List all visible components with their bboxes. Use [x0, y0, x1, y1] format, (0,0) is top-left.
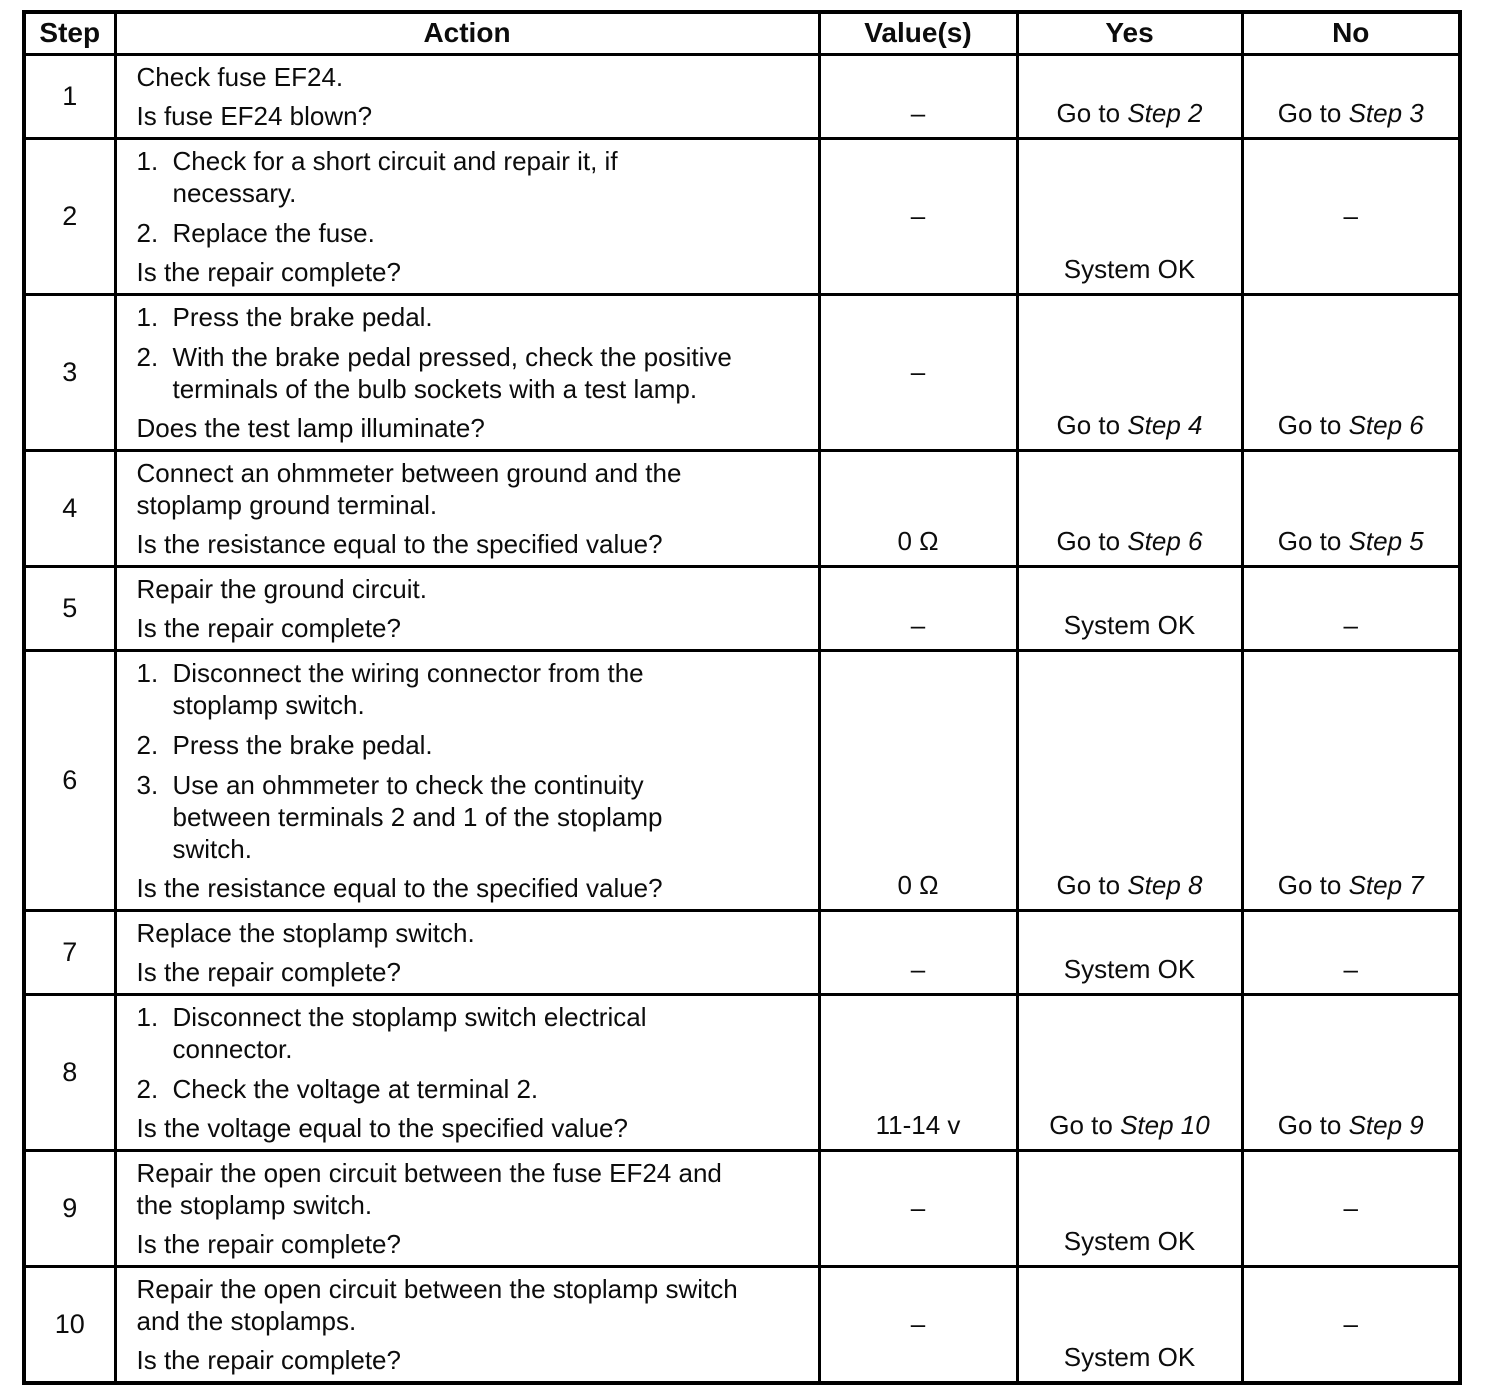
- value-cell: [819, 294, 1017, 450]
- value-cell: [819, 54, 1017, 138]
- item-text: [137, 61, 806, 93]
- item-line: stoplamp ground terminal.: [136, 489, 438, 520]
- action-cell: [115, 294, 819, 450]
- step-cell: [24, 994, 115, 1150]
- item-line: Press the brake pedal.: [172, 729, 433, 760]
- action-item: [137, 301, 806, 333]
- table-header-row: [24, 12, 1460, 54]
- action-cell: [115, 1150, 819, 1266]
- yes-text: Go to Step 8: [1056, 869, 1203, 900]
- action-item: [137, 1073, 806, 1105]
- item-line: Repair the open circuit between the stoplamp switch: [136, 1273, 738, 1304]
- action-cell: [115, 566, 819, 650]
- table-row: [24, 1266, 1460, 1383]
- item-number: 2.: [136, 1073, 159, 1104]
- action-item: [137, 1001, 806, 1065]
- value-cell: [819, 994, 1017, 1150]
- header-action: Action: [115, 12, 819, 54]
- no-text: –: [1343, 1192, 1358, 1223]
- item-number: 2.: [136, 217, 159, 248]
- step-reference: Step 3: [1348, 97, 1424, 128]
- no-cell: [1242, 994, 1460, 1150]
- item-text: [173, 301, 806, 333]
- step-number: 10: [54, 1308, 85, 1339]
- yes-cell: [1017, 650, 1242, 910]
- item-text: [173, 217, 806, 249]
- value-text: –: [910, 1308, 926, 1339]
- item-number: 1.: [136, 1001, 159, 1032]
- yes-cell: [1017, 54, 1242, 138]
- step-cell: [24, 1266, 115, 1383]
- step-reference: Step 5: [1348, 525, 1424, 556]
- table-row: [24, 294, 1460, 450]
- step-cell: [24, 650, 115, 910]
- step-number: 4: [62, 492, 78, 523]
- action-item: [137, 1157, 806, 1221]
- action-item: [137, 457, 806, 521]
- action-cell: [115, 450, 819, 566]
- value-text: –: [910, 200, 926, 231]
- item-text: [173, 729, 806, 761]
- step-cell: [24, 54, 115, 138]
- item-line: Check for a short circuit and repair it, if: [172, 145, 618, 176]
- item-line: Use an ohmmeter to check the continuity: [172, 769, 644, 800]
- action-item: [137, 769, 806, 865]
- action-cell: [115, 994, 819, 1150]
- no-text: –: [1343, 609, 1358, 640]
- no-text: Go to Step 7: [1277, 869, 1424, 900]
- item-line: between terminals 2 and 1 of the stoplamp: [172, 801, 663, 832]
- action-cell: [115, 54, 819, 138]
- value-text: –: [910, 609, 926, 640]
- yes-cell: [1017, 1150, 1242, 1266]
- action-item: [137, 657, 806, 721]
- yes-cell: [1017, 994, 1242, 1150]
- step-number: 6: [62, 764, 78, 795]
- action-question: Is the repair complete?: [136, 256, 401, 287]
- action-item: [137, 573, 806, 605]
- value-text: –: [910, 356, 926, 387]
- item-line: Connect an ohmmeter between ground and the: [136, 457, 682, 488]
- no-cell: [1242, 138, 1460, 294]
- action-items: [117, 652, 818, 909]
- value-cell: [819, 138, 1017, 294]
- no-cell: [1242, 1150, 1460, 1266]
- step-number: 7: [62, 936, 78, 967]
- action-question: Is the repair complete?: [136, 1344, 401, 1375]
- no-text: Go to Step 6: [1277, 409, 1424, 440]
- yes-text: Go to Step 2: [1056, 97, 1203, 128]
- item-text: [137, 1273, 806, 1337]
- header-yes: Yes: [1017, 12, 1242, 54]
- value-text: –: [910, 97, 926, 128]
- action-cell: [115, 910, 819, 994]
- item-line: Check the voltage at terminal 2.: [172, 1073, 539, 1104]
- item-line: terminals of the bulb sockets with a test lamp.: [172, 373, 698, 404]
- item-line: switch.: [172, 833, 252, 864]
- action-question: Does the test lamp illuminate?: [136, 412, 485, 443]
- value-text: 0 Ω: [897, 869, 939, 900]
- item-line: Check fuse EF24.: [136, 61, 344, 92]
- action-question: Is the voltage equal to the specified value?: [136, 1112, 628, 1143]
- header-values: Value(s): [819, 12, 1017, 54]
- yes-text: System OK: [1063, 253, 1196, 284]
- action-question: Is fuse EF24 blown?: [136, 100, 373, 131]
- action-question: Is the resistance equal to the specified value?: [136, 528, 663, 559]
- action-cell: [115, 1266, 819, 1383]
- item-text: [173, 1001, 806, 1065]
- action-item: [137, 917, 806, 949]
- item-line: stoplamp switch.: [172, 689, 365, 720]
- action-item: [137, 145, 806, 209]
- no-cell: [1242, 54, 1460, 138]
- yes-text: Go to Step 10: [1049, 1109, 1210, 1140]
- no-cell: [1242, 1266, 1460, 1383]
- no-cell: [1242, 566, 1460, 650]
- item-text: [173, 657, 806, 721]
- table-row: [24, 994, 1460, 1150]
- step-number: 2: [62, 200, 78, 231]
- step-number: 3: [62, 356, 78, 387]
- item-line: Disconnect the stoplamp switch electrical: [172, 1001, 647, 1032]
- item-line: Repair the open circuit between the fuse EF24 and: [136, 1157, 722, 1188]
- action-question: Is the repair complete?: [136, 1228, 401, 1259]
- value-cell: [819, 650, 1017, 910]
- step-reference: Step 8: [1127, 869, 1203, 900]
- step-cell: [24, 1150, 115, 1266]
- action-question: Is the resistance equal to the specified value?: [136, 872, 663, 903]
- yes-cell: [1017, 294, 1242, 450]
- item-text: [137, 573, 806, 605]
- step-cell: [24, 910, 115, 994]
- action-item: [137, 61, 806, 93]
- item-number: 3.: [136, 769, 159, 800]
- item-text: [137, 457, 806, 521]
- step-reference: Step 10: [1120, 1109, 1210, 1140]
- value-cell: [819, 910, 1017, 994]
- action-question: Is the repair complete?: [136, 612, 401, 643]
- item-line: and the stoplamps.: [136, 1305, 357, 1336]
- item-number: 1.: [136, 657, 159, 688]
- item-line: With the brake pedal pressed, check the positive: [172, 341, 732, 372]
- item-number: 2.: [136, 729, 159, 760]
- yes-cell: [1017, 566, 1242, 650]
- value-cell: [819, 450, 1017, 566]
- yes-cell: [1017, 138, 1242, 294]
- action-item: [137, 1273, 806, 1337]
- item-line: Repair the ground circuit.: [136, 573, 427, 604]
- action-question: Is the repair complete?: [136, 956, 401, 987]
- no-text: –: [1343, 200, 1358, 231]
- step-reference: Step 6: [1348, 409, 1424, 440]
- step-reference: Step 4: [1127, 409, 1203, 440]
- item-text: [173, 341, 806, 405]
- step-number: 1: [62, 80, 78, 111]
- action-cell: [115, 650, 819, 910]
- step-reference: Step 2: [1127, 97, 1203, 128]
- table-row: [24, 650, 1460, 910]
- step-reference: Step 7: [1348, 869, 1424, 900]
- item-number: 2.: [136, 341, 159, 372]
- table-body: [24, 54, 1460, 1383]
- no-cell: [1242, 450, 1460, 566]
- value-text: –: [910, 953, 926, 984]
- item-line: Replace the stoplamp switch.: [136, 917, 475, 948]
- step-cell: [24, 450, 115, 566]
- yes-text: System OK: [1063, 1341, 1196, 1372]
- step-number: 8: [62, 1056, 78, 1087]
- table-row: [24, 138, 1460, 294]
- step-number: 5: [62, 592, 78, 623]
- yes-text: System OK: [1063, 1225, 1196, 1256]
- item-line: connector.: [172, 1033, 293, 1064]
- no-text: –: [1343, 1308, 1358, 1339]
- item-text: [137, 1157, 806, 1221]
- item-line: Replace the fuse.: [172, 217, 375, 248]
- item-line: Disconnect the wiring connector from the: [172, 657, 644, 688]
- header-no: No: [1242, 12, 1460, 54]
- table-row: [24, 566, 1460, 650]
- yes-cell: [1017, 450, 1242, 566]
- item-line: necessary.: [172, 177, 297, 208]
- step-cell: [24, 566, 115, 650]
- no-cell: [1242, 294, 1460, 450]
- yes-cell: [1017, 910, 1242, 994]
- item-number: 1.: [136, 301, 159, 332]
- action-item: [137, 341, 806, 405]
- yes-text: System OK: [1063, 953, 1196, 984]
- table-row: [24, 910, 1460, 994]
- item-number: 1.: [136, 145, 159, 176]
- action-item: [137, 217, 806, 249]
- item-text: [137, 917, 806, 949]
- step-reference: Step 6: [1127, 525, 1203, 556]
- no-text: Go to Step 9: [1277, 1109, 1424, 1140]
- no-cell: [1242, 910, 1460, 994]
- table-row: [24, 54, 1460, 138]
- no-text: –: [1343, 953, 1358, 984]
- action-item: [137, 729, 806, 761]
- value-text: –: [910, 1192, 926, 1223]
- value-cell: [819, 1266, 1017, 1383]
- diagnostic-table: [22, 10, 1462, 1385]
- step-cell: [24, 294, 115, 450]
- yes-cell: [1017, 1266, 1242, 1383]
- value-text: 0 Ω: [897, 525, 939, 556]
- value-cell: [819, 566, 1017, 650]
- yes-text: Go to Step 4: [1056, 409, 1203, 440]
- table-row: [24, 450, 1460, 566]
- item-text: [173, 145, 806, 209]
- value-cell: [819, 1150, 1017, 1266]
- no-cell: [1242, 650, 1460, 910]
- action-cell: [115, 138, 819, 294]
- item-text: [173, 1073, 806, 1105]
- item-text: [173, 769, 806, 865]
- yes-text: Go to Step 6: [1056, 525, 1203, 556]
- item-line: Press the brake pedal.: [172, 301, 433, 332]
- no-text: Go to Step 5: [1277, 525, 1424, 556]
- header-step: Step: [24, 12, 115, 54]
- step-reference: Step 9: [1348, 1109, 1424, 1140]
- table-row: [24, 1150, 1460, 1266]
- value-text: 11-14 v: [875, 1109, 961, 1140]
- step-cell: [24, 138, 115, 294]
- no-text: Go to Step 3: [1277, 97, 1424, 128]
- step-number: 9: [62, 1192, 78, 1223]
- yes-text: System OK: [1063, 609, 1196, 640]
- item-line: the stoplamp switch.: [136, 1189, 373, 1220]
